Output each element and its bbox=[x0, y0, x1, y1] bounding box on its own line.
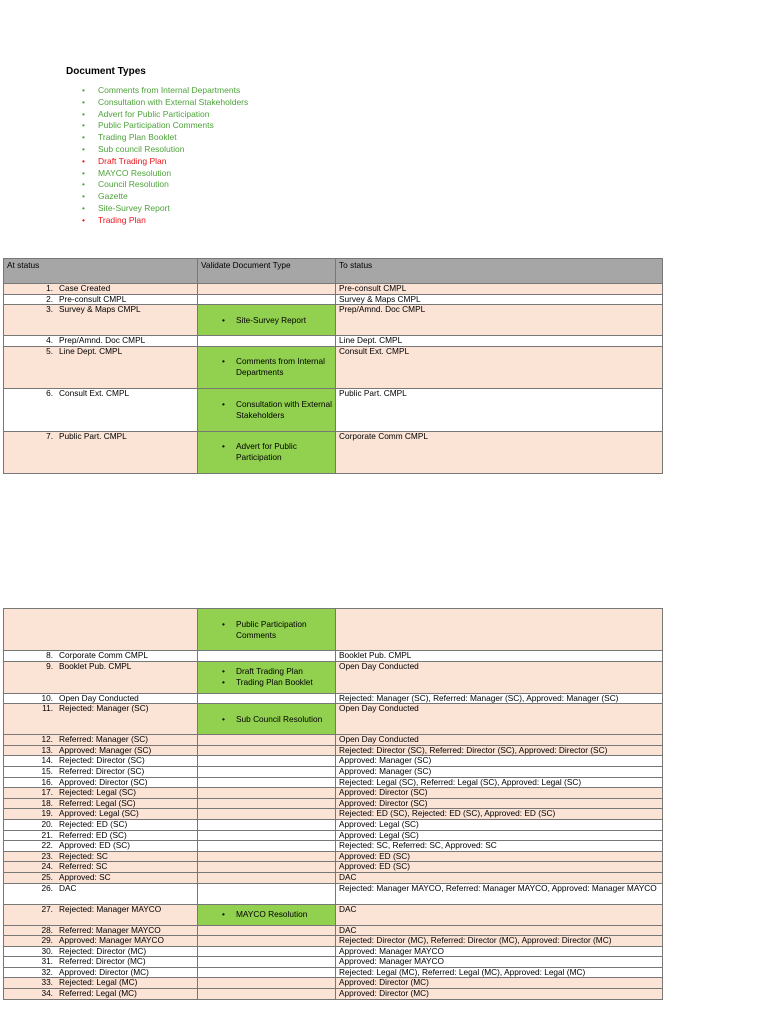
table-row bbox=[4, 978, 663, 989]
validate-document-cell bbox=[198, 745, 336, 756]
validate-document-cell bbox=[198, 609, 336, 651]
at-status-cell bbox=[4, 936, 198, 947]
row-number: 34. bbox=[41, 988, 53, 999]
to-status-cell: Pre-consult CMPL bbox=[336, 284, 663, 295]
to-status-cell: Rejected: Legal (SC), Referred: Legal (SC), Approved: Legal (SC) bbox=[336, 777, 663, 788]
validate-document-cell bbox=[198, 904, 336, 925]
at-status-text: Referred: Director (SC) bbox=[59, 766, 145, 776]
validate-document-cell bbox=[198, 851, 336, 862]
document-type-item: • Draft Trading Plan bbox=[82, 156, 248, 168]
status-table-1 bbox=[3, 258, 663, 474]
validate-document-cell bbox=[198, 989, 336, 1000]
validate-document-cell bbox=[198, 936, 336, 947]
at-status-text: Approved: Director (SC) bbox=[59, 777, 148, 787]
table-row bbox=[4, 745, 663, 756]
table-row bbox=[4, 904, 663, 925]
validate-document-cell bbox=[198, 305, 336, 336]
to-status-cell: Approved: Director (SC) bbox=[336, 798, 663, 809]
to-status-cell: Approved: ED (SC) bbox=[336, 862, 663, 873]
row-number: 21. bbox=[41, 830, 53, 840]
table-row bbox=[4, 346, 663, 388]
at-status-cell bbox=[4, 336, 198, 347]
document-type-item: • Trading Plan bbox=[82, 215, 248, 227]
document-type-bullet: • Trading Plan Booklet bbox=[222, 677, 335, 688]
at-status-cell bbox=[4, 989, 198, 1000]
at-status-text: DAC bbox=[59, 883, 77, 893]
at-status-text: Approved: Director (MC) bbox=[59, 967, 149, 977]
table-row bbox=[4, 431, 663, 473]
row-number: 11. bbox=[42, 703, 53, 714]
table-row bbox=[4, 925, 663, 936]
to-status-cell: Prep/Amnd. Doc CMPL bbox=[336, 305, 663, 336]
to-status-cell: Booklet Pub. CMPL bbox=[336, 651, 663, 662]
row-number: 1. bbox=[46, 283, 53, 293]
to-status-cell: Survey & Maps CMPL bbox=[336, 294, 663, 305]
document-type-bullet: • Draft Trading Plan bbox=[222, 666, 335, 677]
at-status-text: Referred: ED (SC) bbox=[59, 830, 127, 840]
to-status-cell: Approved: Legal (SC) bbox=[336, 830, 663, 841]
at-status-text: Rejected: Director (SC) bbox=[59, 755, 145, 766]
table-row bbox=[4, 788, 663, 799]
at-status-cell bbox=[4, 756, 198, 767]
at-status-cell bbox=[4, 294, 198, 305]
to-status-cell: Rejected: ED (SC), Rejected: ED (SC), Approved: ED (SC) bbox=[336, 809, 663, 820]
table-row bbox=[4, 862, 663, 873]
to-status-cell: Open Day Conducted bbox=[336, 735, 663, 746]
document-type-bullets bbox=[198, 714, 335, 725]
at-status-text: Rejected: Manager MAYCO bbox=[59, 904, 162, 914]
row-number: 4. bbox=[46, 335, 53, 346]
at-status-text: Open Day Conducted bbox=[59, 693, 139, 703]
at-status-cell bbox=[4, 777, 198, 788]
to-status-cell: Approved: ED (SC) bbox=[336, 851, 663, 862]
to-status-cell: Approved: Director (MC) bbox=[336, 978, 663, 989]
document-type-item: • Public Participation Comments bbox=[82, 120, 248, 132]
at-status-text: Public Part. CMPL bbox=[59, 431, 127, 441]
to-status-cell: Consult Ext. CMPL bbox=[336, 346, 663, 388]
at-status-text: Referred: SC bbox=[59, 861, 108, 872]
table-row bbox=[4, 841, 663, 852]
at-status-cell bbox=[4, 904, 198, 925]
table-row bbox=[4, 336, 663, 347]
at-status-cell bbox=[4, 431, 198, 473]
at-status-text: Rejected: Manager (SC) bbox=[59, 703, 149, 714]
validate-document-cell bbox=[198, 431, 336, 473]
table-row bbox=[4, 851, 663, 862]
table-row bbox=[4, 766, 663, 777]
document-type-bullets bbox=[198, 399, 335, 421]
row-number: 6. bbox=[46, 388, 53, 398]
document-type-bullet: • Sub Council Resolution bbox=[222, 714, 335, 725]
at-status-cell bbox=[4, 946, 198, 957]
row-number: 12. bbox=[41, 734, 53, 745]
table-row bbox=[4, 777, 663, 788]
row-number: 18. bbox=[41, 798, 53, 808]
status-table-2 bbox=[3, 608, 663, 1000]
table-row bbox=[4, 609, 663, 651]
validate-document-cell bbox=[198, 651, 336, 662]
validate-document-cell bbox=[198, 336, 336, 347]
at-status-cell bbox=[4, 798, 198, 809]
to-status-cell: Corporate Comm CMPL bbox=[336, 431, 663, 473]
table-row bbox=[4, 819, 663, 830]
document-type-bullets bbox=[198, 315, 335, 326]
at-status-text: Approved: Legal (SC) bbox=[59, 808, 139, 819]
header-at-status: At status bbox=[4, 259, 198, 284]
to-status-cell: Rejected: SC, Referred: SC, Approved: SC bbox=[336, 841, 663, 852]
row-number: 33. bbox=[41, 977, 53, 988]
table-row bbox=[4, 294, 663, 305]
row-number: 3. bbox=[46, 304, 53, 315]
at-status-cell bbox=[4, 346, 198, 388]
at-status-text: Rejected: SC bbox=[59, 851, 108, 861]
document-type-item: • Comments from Internal Departments bbox=[82, 85, 248, 97]
table-row bbox=[4, 883, 663, 904]
row-number: 17. bbox=[41, 787, 53, 798]
row-number: 19. bbox=[41, 808, 53, 819]
table-row bbox=[4, 936, 663, 947]
to-status-cell: Rejected: Manager MAYCO, Referred: Manager MAYCO, Approved: Manager MAYCO bbox=[336, 883, 663, 904]
to-status-cell: DAC bbox=[336, 872, 663, 883]
row-number: 23. bbox=[41, 851, 53, 861]
validate-document-cell bbox=[198, 872, 336, 883]
table-row bbox=[4, 661, 663, 693]
header-validate-document-type: Validate Document Type bbox=[198, 259, 336, 284]
table-row bbox=[4, 651, 663, 662]
table-header-row bbox=[4, 259, 663, 284]
to-status-cell: Approved: Legal (SC) bbox=[336, 819, 663, 830]
row-number: 9. bbox=[46, 661, 53, 671]
validate-document-cell bbox=[198, 693, 336, 704]
at-status-cell bbox=[4, 745, 198, 756]
table-row bbox=[4, 946, 663, 957]
row-number: 5. bbox=[46, 346, 53, 356]
row-number: 20. bbox=[41, 819, 53, 829]
validate-document-cell bbox=[198, 346, 336, 388]
at-status-cell bbox=[4, 735, 198, 746]
row-number: 28. bbox=[41, 925, 53, 935]
at-status-cell bbox=[4, 788, 198, 799]
at-status-text: Referred: Manager (SC) bbox=[59, 734, 148, 745]
to-status-cell: Approved: Director (MC) bbox=[336, 989, 663, 1000]
document-type-item: • Council Resolution bbox=[82, 179, 248, 191]
row-number: 13. bbox=[41, 745, 53, 755]
at-status-text: Approved: Manager (SC) bbox=[59, 745, 152, 755]
at-status-cell bbox=[4, 661, 198, 693]
document-type-bullets bbox=[198, 441, 335, 463]
at-status-cell bbox=[4, 693, 198, 704]
at-status-cell bbox=[4, 609, 198, 651]
to-status-cell: Approved: Manager (SC) bbox=[336, 756, 663, 767]
to-status-cell: DAC bbox=[336, 904, 663, 925]
row-number: 31. bbox=[41, 956, 53, 967]
validate-document-cell bbox=[198, 841, 336, 852]
at-status-cell bbox=[4, 305, 198, 336]
validate-document-cell bbox=[198, 777, 336, 788]
to-status-cell: Open Day Conducted bbox=[336, 661, 663, 693]
header-to-status: To status bbox=[336, 259, 663, 284]
document-types-title: Document Types bbox=[66, 66, 146, 77]
at-status-cell bbox=[4, 819, 198, 830]
document-type-item: • Consultation with External Stakeholders bbox=[82, 97, 248, 109]
document-type-bullet: • Site-Survey Report bbox=[222, 315, 335, 326]
to-status-cell: Rejected: Manager (SC), Referred: Manager (SC), Approved: Manager (SC) bbox=[336, 693, 663, 704]
to-status-cell: Rejected: Director (MC), Referred: Director (MC), Approved: Director (MC) bbox=[336, 936, 663, 947]
document-type-item: • Sub council Resolution bbox=[82, 144, 248, 156]
row-number: 10. bbox=[41, 693, 53, 703]
validate-document-cell bbox=[198, 862, 336, 873]
document-type-bullets bbox=[198, 356, 335, 378]
to-status-cell: Public Part. CMPL bbox=[336, 388, 663, 431]
table-row bbox=[4, 872, 663, 883]
document-type-bullet: • Comments from Internal Departments bbox=[222, 356, 335, 378]
table-row bbox=[4, 735, 663, 746]
validate-document-cell bbox=[198, 766, 336, 777]
validate-document-cell bbox=[198, 661, 336, 693]
at-status-cell bbox=[4, 766, 198, 777]
row-number: 26. bbox=[41, 883, 53, 893]
row-number: 22. bbox=[41, 840, 53, 851]
validate-document-cell bbox=[198, 978, 336, 989]
validate-document-cell bbox=[198, 798, 336, 809]
validate-document-cell bbox=[198, 788, 336, 799]
validate-document-cell bbox=[198, 388, 336, 431]
row-number: 29. bbox=[41, 935, 53, 946]
validate-document-cell bbox=[198, 284, 336, 295]
validate-document-cell bbox=[198, 819, 336, 830]
table-row bbox=[4, 957, 663, 968]
validate-document-cell bbox=[198, 883, 336, 904]
to-status-cell: Open Day Conducted bbox=[336, 704, 663, 735]
at-status-text: Consult Ext. CMPL bbox=[59, 388, 130, 398]
row-number: 14. bbox=[41, 755, 53, 766]
validate-document-cell bbox=[198, 925, 336, 936]
at-status-text: Referred: Legal (SC) bbox=[59, 798, 136, 808]
to-status-cell: Rejected: Legal (MC), Referred: Legal (MC), Approved: Legal (MC) bbox=[336, 967, 663, 978]
to-status-cell: DAC bbox=[336, 925, 663, 936]
validate-document-cell bbox=[198, 294, 336, 305]
at-status-text: Case Created bbox=[59, 283, 111, 293]
at-status-text: Approved: ED (SC) bbox=[59, 840, 131, 851]
document-type-bullet: • Consultation with External Stakeholders bbox=[222, 399, 335, 421]
row-number: 7. bbox=[46, 431, 53, 441]
to-status-cell: Line Dept. CMPL bbox=[336, 336, 663, 347]
at-status-cell bbox=[4, 841, 198, 852]
at-status-cell bbox=[4, 388, 198, 431]
table-row bbox=[4, 693, 663, 704]
document-type-item: • Trading Plan Booklet bbox=[82, 132, 248, 144]
validate-document-cell bbox=[198, 830, 336, 841]
at-status-text: Booklet Pub. CMPL bbox=[59, 661, 132, 671]
at-status-text: Pre-consult CMPL bbox=[59, 294, 127, 304]
document-type-bullet: • Public Participation Comments bbox=[222, 619, 335, 641]
validate-document-cell bbox=[198, 735, 336, 746]
row-number: 27. bbox=[41, 904, 53, 914]
table-row bbox=[4, 809, 663, 820]
table-row bbox=[4, 989, 663, 1000]
document-type-item: • Site-Survey Report bbox=[82, 203, 248, 215]
at-status-cell bbox=[4, 978, 198, 989]
at-status-text: Prep/Amnd. Doc CMPL bbox=[59, 335, 146, 346]
validate-document-cell bbox=[198, 756, 336, 767]
at-status-cell bbox=[4, 830, 198, 841]
at-status-text: Survey & Maps CMPL bbox=[59, 304, 141, 315]
row-number: 25. bbox=[41, 872, 53, 882]
document-type-bullets bbox=[198, 619, 335, 641]
at-status-text: Referred: Manager MAYCO bbox=[59, 925, 161, 935]
at-status-cell bbox=[4, 809, 198, 820]
at-status-text: Approved: SC bbox=[59, 872, 111, 882]
at-status-cell bbox=[4, 851, 198, 862]
table-row bbox=[4, 388, 663, 431]
row-number: 16. bbox=[41, 777, 53, 787]
at-status-text: Approved: Manager MAYCO bbox=[59, 935, 164, 946]
table-row bbox=[4, 284, 663, 295]
document-type-item: • Gazette bbox=[82, 191, 248, 203]
at-status-cell bbox=[4, 651, 198, 662]
table-row bbox=[4, 967, 663, 978]
document-type-bullet: • Advert for Public Participation bbox=[222, 441, 335, 463]
at-status-cell bbox=[4, 862, 198, 873]
document-types-list bbox=[82, 85, 248, 227]
table-row bbox=[4, 830, 663, 841]
row-number: 32. bbox=[41, 967, 53, 977]
row-number: 24. bbox=[41, 861, 53, 872]
document-type-item: • MAYCO Resolution bbox=[82, 168, 248, 180]
validate-document-cell bbox=[198, 809, 336, 820]
at-status-cell bbox=[4, 925, 198, 936]
at-status-cell bbox=[4, 284, 198, 295]
at-status-cell bbox=[4, 957, 198, 968]
at-status-text: Rejected: Legal (MC) bbox=[59, 977, 138, 988]
at-status-text: Referred: Legal (MC) bbox=[59, 988, 137, 999]
to-status-cell: Rejected: Director (SC), Referred: Director (SC), Approved: Director (SC) bbox=[336, 745, 663, 756]
to-status-cell: Approved: Manager MAYCO bbox=[336, 946, 663, 957]
at-status-cell bbox=[4, 967, 198, 978]
row-number: 15. bbox=[41, 766, 53, 776]
at-status-cell bbox=[4, 872, 198, 883]
at-status-text: Rejected: Legal (SC) bbox=[59, 787, 137, 798]
at-status-text: Corporate Comm CMPL bbox=[59, 650, 148, 660]
at-status-cell bbox=[4, 883, 198, 904]
to-status-cell: Approved: Manager MAYCO bbox=[336, 957, 663, 968]
at-status-text: Rejected: ED (SC) bbox=[59, 819, 128, 829]
document-type-bullets bbox=[198, 666, 335, 688]
table-row bbox=[4, 305, 663, 336]
row-number: 2. bbox=[46, 294, 53, 304]
table-row bbox=[4, 704, 663, 735]
validate-document-cell bbox=[198, 957, 336, 968]
table-row bbox=[4, 798, 663, 809]
to-status-cell: Approved: Manager (SC) bbox=[336, 766, 663, 777]
to-status-cell: Approved: Director (SC) bbox=[336, 788, 663, 799]
validate-document-cell bbox=[198, 946, 336, 957]
at-status-text: Rejected: Director (MC) bbox=[59, 946, 147, 956]
validate-document-cell bbox=[198, 704, 336, 735]
document-type-item: • Advert for Public Participation bbox=[82, 109, 248, 121]
document-type-bullet: • MAYCO Resolution bbox=[222, 909, 335, 920]
at-status-text: Line Dept. CMPL bbox=[59, 346, 123, 356]
row-number: 30. bbox=[41, 946, 53, 956]
table-row bbox=[4, 756, 663, 767]
document-type-bullets bbox=[198, 909, 335, 920]
row-number: 8. bbox=[46, 650, 53, 660]
to-status-cell bbox=[336, 609, 663, 651]
at-status-text: Referred: Director (MC) bbox=[59, 956, 146, 967]
at-status-cell bbox=[4, 704, 198, 735]
validate-document-cell bbox=[198, 967, 336, 978]
